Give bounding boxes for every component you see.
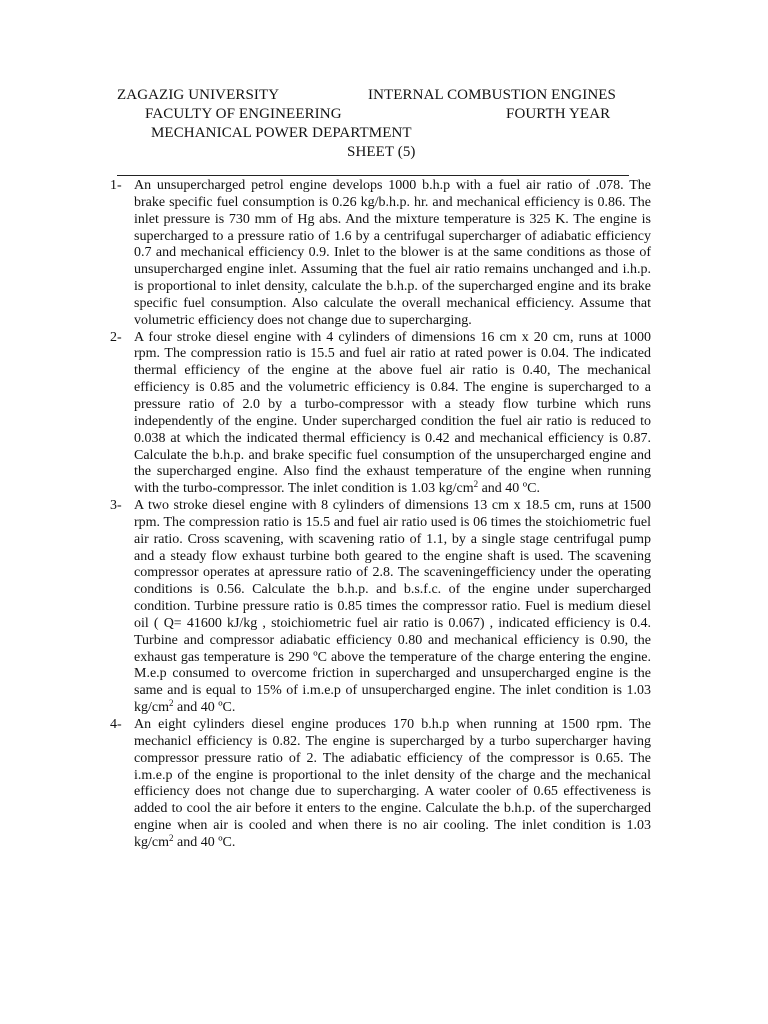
problem-text: An unsupercharged petrol engine develops 1000 b.h.p with a fuel air ratio of .078. The brake specific fuel consumption is 0.26 kg/b.h.p. hr. and mechanical efficiency is 0.86. The inlet pressure is 730 mm of Hg abs. And the mixture temperature is 325 K. The engine is supercharged to a pressure ratio of 1.6 by a centrifugal supercharger of adiabatic efficiency 0.7 and mechanical efficiency 0.9. Inlet to the blower is at the same conditions as those of unsupercharged engine inlet. Assuming that the fuel air ratio remains unchanged and i.h.p. is proportional to inlet density, calculate the b.h.p. of the supercharged engine and its brake specific fuel consumption. Also calculate the overall mechanical efficiency. Assume that volumetric efficiency does not change due to supercharging. (134, 178, 651, 328)
superscript: 2 (169, 832, 174, 843)
superscript: 2 (473, 479, 479, 490)
problem-text: A four stroke diesel engine with 4 cylinders of dimensions 16 cm x 20 cm, runs at 1000 rpm. The compression ratio is 15.5 and fuel air ratio at rated power is 0.04. The indicated thermal efficiency of the engine at the above fuel air ratio is 0.40, The mechanical efficiency is 0.85 and the volumetric efficiency is 0.84. The engine is supercharged to a pressure ratio of 2.0 by a turbo-compressor with a steady flow turbine which runs independently of the engine. Under supercharged condition the fuel air ratio is reduced to 0.038 at which the indicated thermal efficiency is 0.42 and mechanical efficiency is 0.87. Calculate the b.h.p. and brake specific fuel consumption of the unsupercharged engine and the supercharged engine. Also find the exhaust temperature of the engine when running with the turbo-compressor. The inlet condition is 1.03 $kg/cm^2$ and 40 ºC. (134, 329, 651, 497)
problem-number: 4- (110, 717, 122, 732)
course-title: INTERNAL COMBUSTION ENGINES (368, 87, 616, 103)
faculty-name: FACULTY OF ENGINEERING (145, 106, 342, 122)
problem-list (110, 178, 651, 852)
problem-number: 2- (110, 329, 122, 345)
problem-text: An eight cylinders diesel engine produces 170 b.h.p when running at 1500 rpm. The mechanicl efficiency is 0.82. The engine is supercharged by a turbo supercharger having compressor pressure ratio of 2. The adiabatic efficiency of the compressor is 0.65. The i.m.e.p of the engine is proportional to the inlet density of the charge and the mechanical efficiency does not change due to supercharging. A water cooler of 0.65 effectiveness is added to cool the air before it enters to the engine. Calculate the b.h.p. of the supercharged engine when air is cooled and when there is no air cooling. The inlet condition is 1.03 $kg/cm^2$ and 40 ºC. (134, 717, 651, 850)
problem-number: 3- (110, 498, 122, 514)
problem-text: A two stroke diesel engine with 8 cylinders of dimensions 13 cm x 18.5 cm, runs at 1500 rpm. The compression ratio is 15.5 and fuel air ratio used is 06 times the stoichiometric fuel air ratio. Cross scavening, with scavening ratio of 1.1, by a single stage centrifugal pump and a steady flow exhaust turbine both geared to the engine shaft is used. The scavening compressor operates at apressure ratio of 2.8. The scaveningefficiency under the operating conditions is 0.56. Calculate the b.h.p. and b.s.f.c. of the engine under supercharged condition. Turbine pressure ratio is 0.85 times the compressor ratio. Fuel is medium diesel oil ( Q= 41600 kJ/kg , stoichiometric fuel air ratio is 0.067) , indicated efficiency is 0.4. Turbine and compressor adiabatic efficiency 0.80 and mechanical efficiency is 0.90, the exhaust gas temperature is 290 ºC above the temperature of the charge entering the engine. M.e.p consumed to overcome friction in supercharged and unsupercharged engine is the same and is equal to 15% of i.m.e.p of unsupercharged engine. The inlet condition is 1.03 $kg/cm^2$ and 40 ºC. (134, 498, 651, 716)
problem-number: 1- (110, 178, 122, 193)
sheet-label: SHEET (5) (347, 144, 416, 160)
department-name: MECHANICAL POWER DEPARTMENT (151, 125, 412, 141)
university-name: ZAGAZIG UNIVERSITY (117, 87, 280, 103)
problem-item (110, 717, 651, 852)
year-label: FOURTH YEAR (506, 106, 611, 122)
problem-item (110, 178, 651, 330)
problem-item (110, 330, 651, 498)
problem-item (110, 498, 651, 717)
header-divider (117, 175, 629, 176)
superscript: 2 (169, 698, 174, 709)
